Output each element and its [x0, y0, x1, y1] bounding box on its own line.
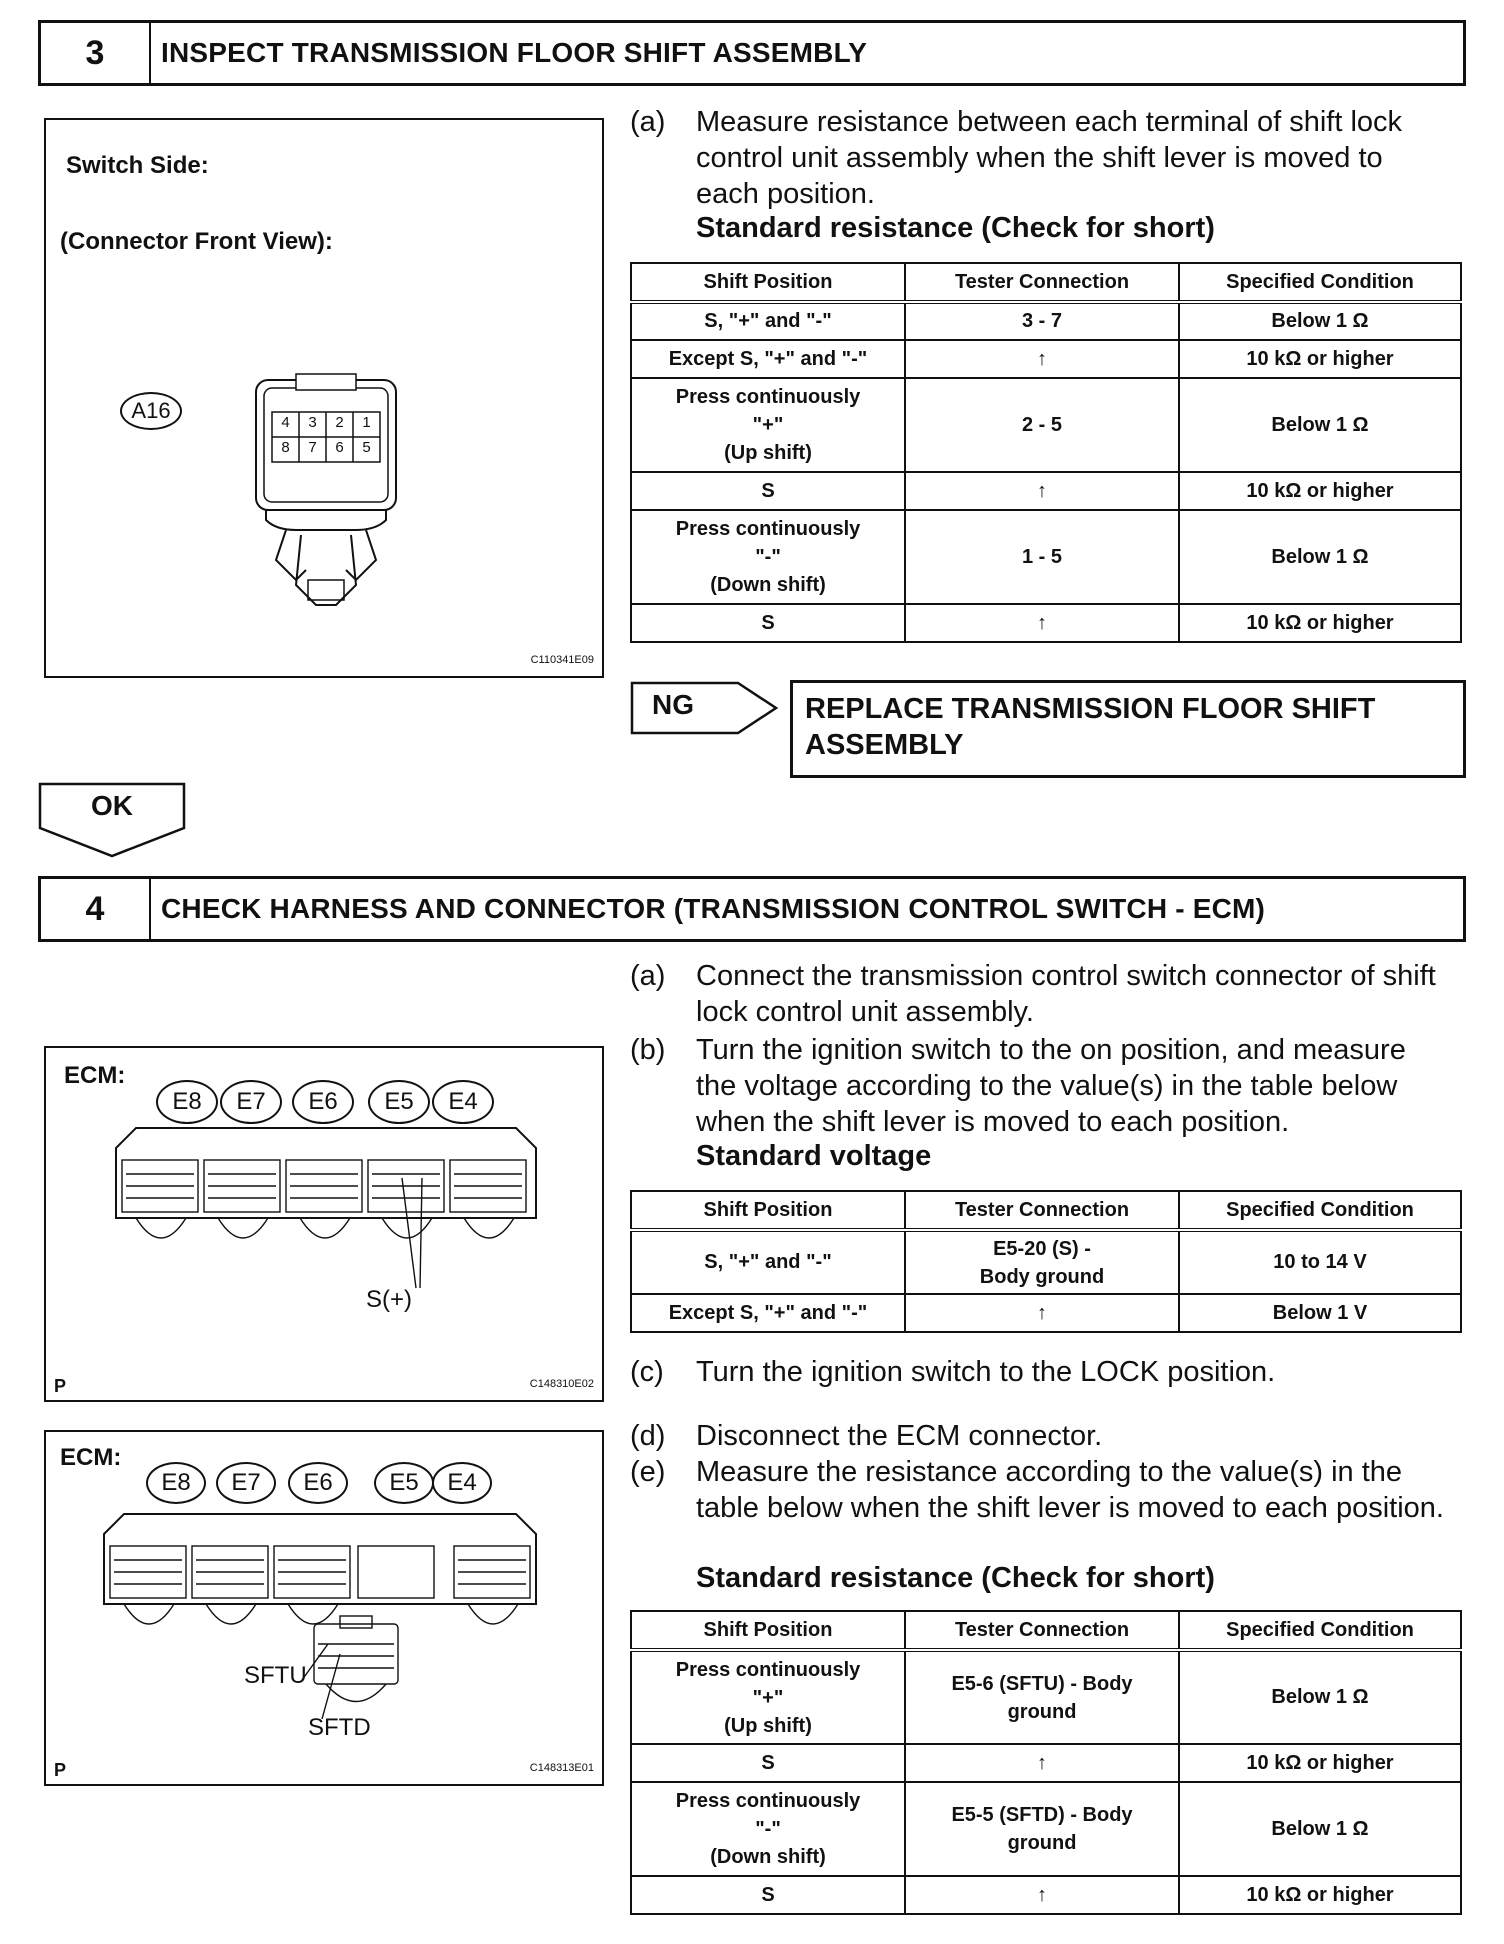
- table-cell: 1 - 5: [905, 510, 1179, 604]
- cell-line: ground: [1007, 1700, 1077, 1723]
- table-header: Tester Connection: [905, 1611, 1179, 1650]
- cell-line: ground: [1007, 1832, 1077, 1854]
- corner-mark: P: [54, 1376, 67, 1396]
- step-title: CHECK HARNESS AND CONNECTOR (TRANSMISSION CONTROL SWITCH - ECM): [161, 893, 1266, 924]
- table-cell: ↑: [905, 1294, 1179, 1332]
- table-cell: 10 kΩ or higher: [1179, 1876, 1461, 1914]
- item-text: Disconnect the ECM connector.: [696, 1420, 1103, 1452]
- pin-label: 7: [308, 439, 317, 456]
- table-row: [631, 1230, 1461, 1294]
- item-text: Measure resistance between each terminal of shift lock control unit assembly when the shift lever is moved to each position.: [696, 106, 1403, 210]
- figure-code: C148313E01: [529, 1762, 594, 1774]
- step-4-instruction-c: [630, 1354, 1450, 1390]
- s-plus-pin-label: S(+): [366, 1286, 413, 1313]
- step-4-resistance-table: [630, 1610, 1462, 1915]
- ecm-connector-drawing: [106, 1118, 546, 1318]
- table-header: Shift Position: [631, 1191, 905, 1230]
- ecm-label: ECM:: [60, 1444, 122, 1471]
- switch-connector-diagram: [44, 118, 604, 678]
- table-cell: S: [631, 472, 905, 510]
- table-cell: 10 kΩ or higher: [1179, 1744, 1461, 1782]
- table-cell: 3 - 7: [905, 302, 1179, 340]
- ecm-label: ECM:: [64, 1062, 126, 1089]
- cell-line: Press continuously: [675, 1790, 861, 1812]
- table-cell: 2 - 5: [905, 378, 1179, 472]
- standard-voltage-title: Standard voltage: [696, 1140, 932, 1172]
- table-header: Specified Condition: [1179, 1611, 1461, 1650]
- item-label: (b): [630, 1034, 666, 1066]
- table-header: Tester Connection: [905, 263, 1179, 302]
- ecm-connector-drawing: [96, 1504, 556, 1744]
- figure-code: C148310E02: [529, 1378, 594, 1390]
- table-cell: [905, 1230, 1179, 1294]
- cell-line: (Up shift): [724, 442, 812, 464]
- table-cell: ↑: [905, 1876, 1179, 1914]
- pin-label: 8: [281, 439, 290, 456]
- cell-line: E5-6 (SFTU) - Body: [951, 1672, 1133, 1695]
- connector-drawing: [246, 370, 446, 620]
- item-text: Measure the resistance according to the value(s) in the table below when the shift lever is moved to each position.: [696, 1456, 1444, 1524]
- table-row: [631, 604, 1461, 642]
- item-label: (a): [630, 960, 666, 992]
- table-row: [631, 1294, 1461, 1332]
- table-row: [631, 1744, 1461, 1782]
- table-row: [631, 340, 1461, 378]
- figure-code: C110341E09: [530, 654, 594, 666]
- table-header: Specified Condition: [1179, 1191, 1461, 1230]
- table-cell: 10 kΩ or higher: [1179, 340, 1461, 378]
- step-4-instruction-e: [630, 1454, 1450, 1526]
- connector-badge-e7: E7: [216, 1462, 276, 1504]
- pin-label: 5: [362, 439, 371, 456]
- cell-line: (Down shift): [710, 1846, 826, 1868]
- switch-side-label: Switch Side:: [66, 152, 209, 179]
- cell-line: "+": [752, 1686, 784, 1709]
- table-cell: Below 1 Ω: [1179, 510, 1461, 604]
- connector-front-view-label: (Connector Front View):: [60, 228, 333, 255]
- cell-line: "-": [755, 546, 781, 568]
- table-row: [631, 378, 1461, 472]
- pin-label: 6: [335, 439, 344, 456]
- table-header: Shift Position: [631, 1611, 905, 1650]
- table-row: [631, 510, 1461, 604]
- connector-badge-e5: E5: [368, 1080, 430, 1124]
- corner-mark: P: [54, 1760, 67, 1780]
- table-cell: Below 1 Ω: [1179, 378, 1461, 472]
- table-cell: 10 to 14 V: [1179, 1230, 1461, 1294]
- step-number: 3: [41, 23, 151, 83]
- cell-line: Body ground: [979, 1265, 1105, 1288]
- table-row: [631, 302, 1461, 340]
- table-cell: S, "+" and "-": [631, 302, 905, 340]
- table-cell: 10 kΩ or higher: [1179, 604, 1461, 642]
- connector-badge-e4: E4: [432, 1462, 492, 1504]
- table-row: [631, 1876, 1461, 1914]
- ng-result-box: REPLACE TRANSMISSION FLOOR SHIFT ASSEMBLY: [790, 680, 1466, 778]
- connector-id-badge: A16: [120, 392, 182, 430]
- item-label: (a): [630, 106, 666, 138]
- connector-pins-bottom: [272, 439, 380, 456]
- cell-line: Press continuously: [675, 518, 861, 540]
- connector-badge-e5: E5: [374, 1462, 434, 1504]
- table-cell: Below 1 Ω: [1179, 302, 1461, 340]
- cell-line: "-": [755, 1818, 781, 1840]
- table-header: Tester Connection: [905, 1191, 1179, 1230]
- table-cell: ↑: [905, 472, 1179, 510]
- table-cell: [905, 1650, 1179, 1744]
- connector-badge-e8: E8: [156, 1080, 218, 1124]
- cell-line: (Down shift): [710, 574, 826, 596]
- step-number: 4: [41, 879, 151, 939]
- ecm-diagram-voltage: [44, 1046, 604, 1402]
- step-3-instruction-a: [630, 104, 1450, 212]
- table-header: Specified Condition: [1179, 263, 1461, 302]
- item-text: Connect the transmission control switch connector of shift lock control unit assembly.: [696, 960, 1436, 1028]
- ng-label: NG: [652, 689, 694, 720]
- table-cell: Except S, "+" and "-": [631, 340, 905, 378]
- ok-label: OK: [91, 790, 133, 821]
- cell-line: E5-20 (S) -: [993, 1237, 1091, 1260]
- standard-resistance-title: Standard resistance (Check for short): [696, 1562, 1215, 1594]
- cell-line: "+": [752, 414, 784, 436]
- cell-line: Press continuously: [675, 386, 861, 408]
- ok-tag: [38, 782, 186, 858]
- table-cell: Except S, "+" and "-": [631, 1294, 905, 1332]
- table-cell: Below 1 V: [1179, 1294, 1461, 1332]
- step-3-header: [38, 20, 1466, 86]
- table-cell: S: [631, 1744, 905, 1782]
- connector-badge-e8: E8: [146, 1462, 206, 1504]
- pin-label: 2: [335, 414, 344, 431]
- table-cell: S, "+" and "-": [631, 1230, 905, 1294]
- table-cell: 10 kΩ or higher: [1179, 472, 1461, 510]
- cell-line: (Up shift): [724, 1714, 812, 1737]
- cell-line: E5-5 (SFTD) - Body: [951, 1804, 1133, 1826]
- step-3-resistance-table: [630, 262, 1462, 643]
- sftu-pin-label: SFTU: [244, 1662, 307, 1689]
- step-4-instruction-a: [630, 958, 1450, 1030]
- table-cell: [631, 1650, 905, 1744]
- item-label: (c): [630, 1356, 664, 1388]
- step-4-instruction-b: [630, 1032, 1450, 1140]
- table-cell: ↑: [905, 1744, 1179, 1782]
- table-row: [631, 472, 1461, 510]
- connector-badge-e6: E6: [288, 1462, 348, 1504]
- step-4-voltage-table: [630, 1190, 1462, 1333]
- item-text: Turn the ignition switch to the on position, and measure the voltage according to the value(s) in the table below when the shift lever is moved to each position.: [696, 1034, 1406, 1138]
- table-cell: [631, 1782, 905, 1876]
- table-cell: Below 1 Ω: [1179, 1782, 1461, 1876]
- step-4-header: [38, 876, 1466, 942]
- table-header: Shift Position: [631, 263, 905, 302]
- table-cell: Below 1 Ω: [1179, 1650, 1461, 1744]
- cell-line: Press continuously: [675, 1658, 861, 1681]
- table-row: [631, 1650, 1461, 1744]
- pin-label: 1: [362, 414, 371, 431]
- pin-label: 4: [281, 414, 290, 431]
- ng-tag: [630, 681, 744, 733]
- table-cell: [631, 378, 905, 472]
- table-cell: [631, 510, 905, 604]
- connector-badge-e4: E4: [432, 1080, 494, 1124]
- connector-badge-e6: E6: [292, 1080, 354, 1124]
- step-4-instruction-d: [630, 1418, 1450, 1454]
- connector-pins-top: [272, 414, 380, 431]
- item-label: (e): [630, 1456, 666, 1488]
- sftd-pin-label: SFTD: [308, 1714, 371, 1741]
- standard-resistance-title: Standard resistance (Check for short): [696, 212, 1215, 244]
- pin-label: 3: [308, 414, 317, 431]
- table-cell: S: [631, 604, 905, 642]
- table-cell: S: [631, 1876, 905, 1914]
- table-row: [631, 1782, 1461, 1876]
- table-cell: [905, 1782, 1179, 1876]
- ecm-diagram-resistance: [44, 1430, 604, 1786]
- table-cell: ↑: [905, 604, 1179, 642]
- item-text: Turn the ignition switch to the LOCK position.: [696, 1356, 1276, 1388]
- step-title: INSPECT TRANSMISSION FLOOR SHIFT ASSEMBLY: [161, 37, 868, 68]
- item-label: (d): [630, 1420, 666, 1452]
- table-cell: ↑: [905, 340, 1179, 378]
- connector-badge-e7: E7: [220, 1080, 282, 1124]
